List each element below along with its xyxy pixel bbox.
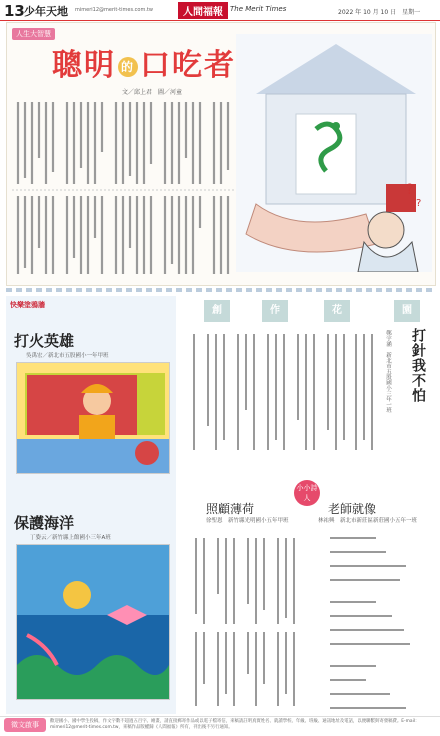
story-title-of: 的: [118, 57, 138, 77]
poem-2-title: 照顧薄荷: [206, 502, 255, 516]
banner-char-4: 園: [394, 300, 420, 322]
svg-text:?: ?: [406, 182, 414, 198]
poem-3-text: [326, 532, 436, 712]
artwork-1-firefighter: [16, 362, 170, 474]
poem-3-title: 老師就像: [328, 502, 377, 516]
header-email: mimeri12@merit-times.com.tw: [75, 7, 153, 13]
issue-date: 2022 年 10 月 10 日 星期一: [338, 9, 421, 16]
section-title: 少年天地: [24, 5, 68, 18]
section-divider: [6, 288, 434, 292]
artwork-2-ocean: [16, 544, 170, 700]
story-body-text: [12, 98, 236, 278]
banner-char-1: 創: [204, 300, 230, 322]
story-tag: 人生大智慧: [12, 28, 55, 40]
artwork-2-title: 保護海洋: [14, 514, 75, 532]
brand-logo: 人間福報: [178, 2, 228, 19]
poem-1-text: [184, 330, 380, 460]
artwork-1-credit: 吳禹宏／新北市五股國小一年甲班: [26, 353, 109, 359]
svg-text:?: ?: [416, 198, 422, 209]
banner-char-2: 作: [262, 300, 288, 322]
poem-2-text: [184, 534, 300, 712]
story-title-part-a: 聰明: [52, 48, 116, 83]
artwork-2-credit: 丁姿云／新竹縣上館國小三年A班: [30, 535, 111, 541]
story-title: [52, 40, 236, 84]
panel-tag: 快樂塗鴉牆: [10, 301, 45, 309]
banner-char-3: 花: [324, 300, 350, 322]
little-poet-badge: 小小詩人: [294, 480, 320, 506]
story-illustration: [236, 34, 432, 272]
story-byline: 文／邱上君 圖／河童: [122, 89, 183, 96]
poem-2-author: 徐聖恩 新竹縣光明國小五年甲班: [206, 518, 289, 524]
page-number: 13: [4, 2, 25, 20]
brand-english: The Merit Times: [230, 5, 287, 13]
story-title-part-b: 口吃者: [140, 48, 236, 83]
submission-notice: 歡迎國小、國中學生投稿，作文字數不超過五百字。繪畫，請直接郵寄作品或以電子檔寄信，來稿請註明真實姓名、就讀學校、年級、班級、通訊地址及電話，以便聯繫與寄發稿費。E-mail：mimeri12@merit-times.com.tw，來稿作品版權歸《人間福報》所有，刊出後不另行通知。: [50, 719, 420, 730]
poem-1-title: 打針我不怕: [410, 328, 426, 403]
artwork-1-title: 打火英雄: [14, 332, 75, 350]
poem-3-author: 林祐興 新北市新莊區新莊國小五年一班: [318, 518, 418, 524]
poem-1-author: 鄭宇涵 新北市五股國小三年一班: [385, 330, 391, 413]
submission-badge: 徵文啟事: [4, 718, 46, 732]
